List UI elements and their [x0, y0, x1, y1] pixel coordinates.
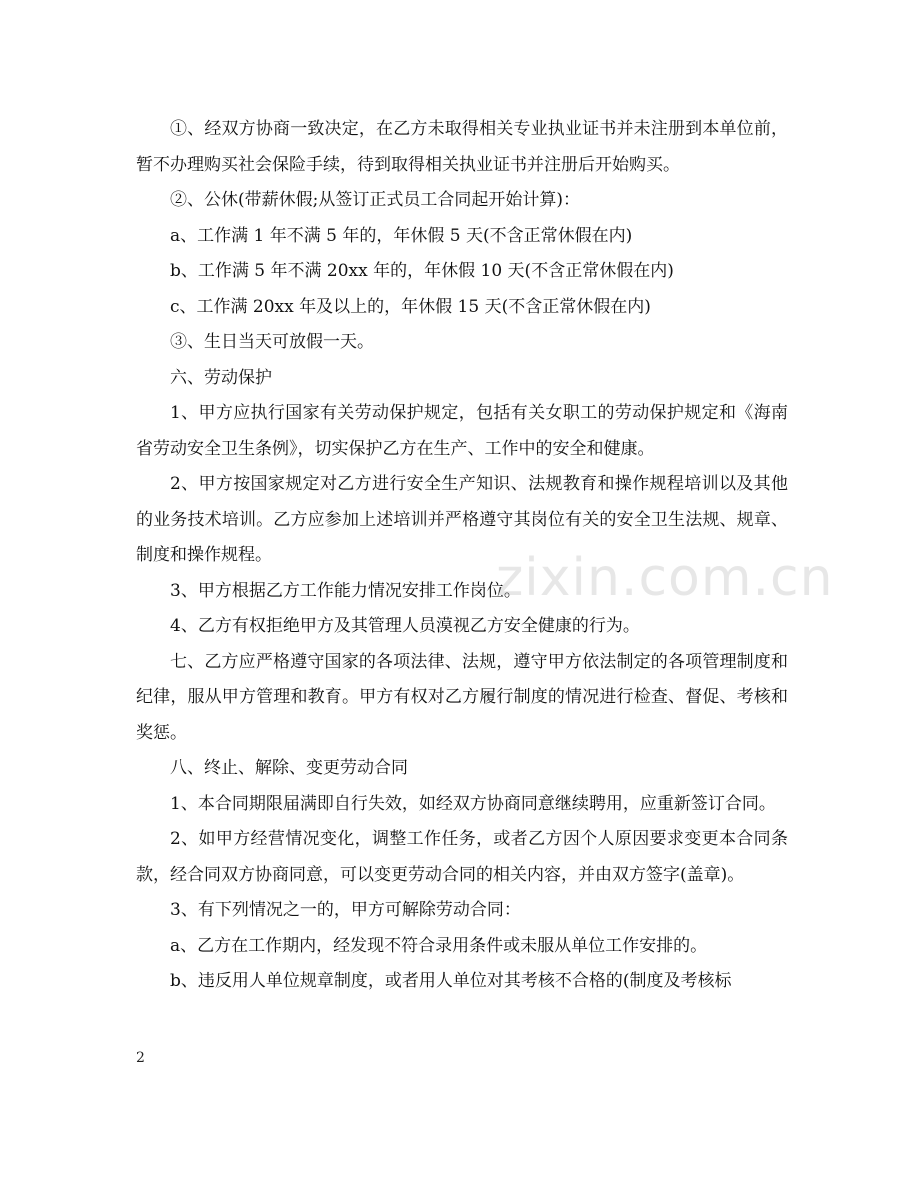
paragraph-paid-leave: ②、公休(带薪休假;从签订正式员工合同起开始计算)： — [170, 190, 580, 210]
paragraph-termination-b: b、违反用人单位规章制度，或者用人单位对其考核不合格的(制度及考核标 — [170, 971, 732, 991]
paragraph-termination-2: 2、如甲方经营情况变化，调整工作任务，或者乙方因个人原因要求变更本合同条款，经合同双方协商同意，可以变更劳动合同的相关内容，并由双方签字(盖章)。 — [136, 829, 788, 885]
paragraph-protection-4: 4、乙方有权拒绝甲方及其管理人员漠视乙方安全健康的行为。 — [170, 616, 640, 636]
watermark: zixin.com.cn — [496, 548, 834, 608]
document-body — [136, 112, 788, 1000]
section-seven-compliance: 七、乙方应严格遵守国家的各项法律、法规，遵守甲方依法制定的各项管理制度和纪律，服从甲方管理和教育。甲方有权对乙方履行制度的情况进行检查、督促、考核和奖惩。 — [136, 651, 788, 743]
section-heading-labor-protection: 六、劳动保护 — [170, 367, 272, 388]
paragraph-leave-c: c、工作满 20xx 年及以上的，年休假 15 天(不含正常休假在内) — [170, 296, 651, 317]
paragraph-social-insurance: ①、经双方协商一致决定，在乙方未取得相关专业执业证书并未注册到本单位前，暂不办理购买社会保险手续，待到取得相关执业证书并注册后开始购买。 — [136, 119, 788, 175]
paragraph-birthday-leave: ③、生日当天可放假一天。 — [170, 332, 374, 352]
paragraph-leave-b: b、工作满 5 年不满 20xx 年的，年休假 10 天(不含正常休假在内) — [170, 261, 674, 281]
paragraph-protection-2: 2、甲方按国家规定对乙方进行安全生产知识、法规教育和操作规程培训以及其他的业务技术培训。乙方应参加上述培训并严格遵守其岗位有关的安全卫生法规、规章、制度和操作规程。 — [136, 474, 788, 565]
paragraph-leave-a: a、工作满 1 年不满 5 年的，年休假 5 天(不含正常休假在内) — [170, 225, 633, 246]
paragraph-termination-a: a、乙方在工作期内，经发现不符合录用条件或未服从单位工作安排的。 — [170, 935, 708, 956]
paragraph-termination-3: 3、有下列情况之一的，甲方可解除劳动合同： — [170, 900, 521, 920]
paragraph-protection-1: 1、甲方应执行国家有关劳动保护规定，包括有关女职工的劳动保护规定和《海南省劳动安全卫生条例》，切实保护乙方在生产、工作中的安全和健康。 — [136, 403, 788, 459]
section-heading-termination: 八、终止、解除、变更劳动合同 — [170, 758, 408, 778]
page-number: 2 — [136, 1050, 145, 1066]
paragraph-termination-1: 1、本合同期限届满即自行失效，如经双方协商同意继续聘用，应重新签订合同。 — [170, 793, 776, 814]
paragraph-protection-3: 3、甲方根据乙方工作能力情况安排工作岗位。 — [170, 580, 521, 601]
